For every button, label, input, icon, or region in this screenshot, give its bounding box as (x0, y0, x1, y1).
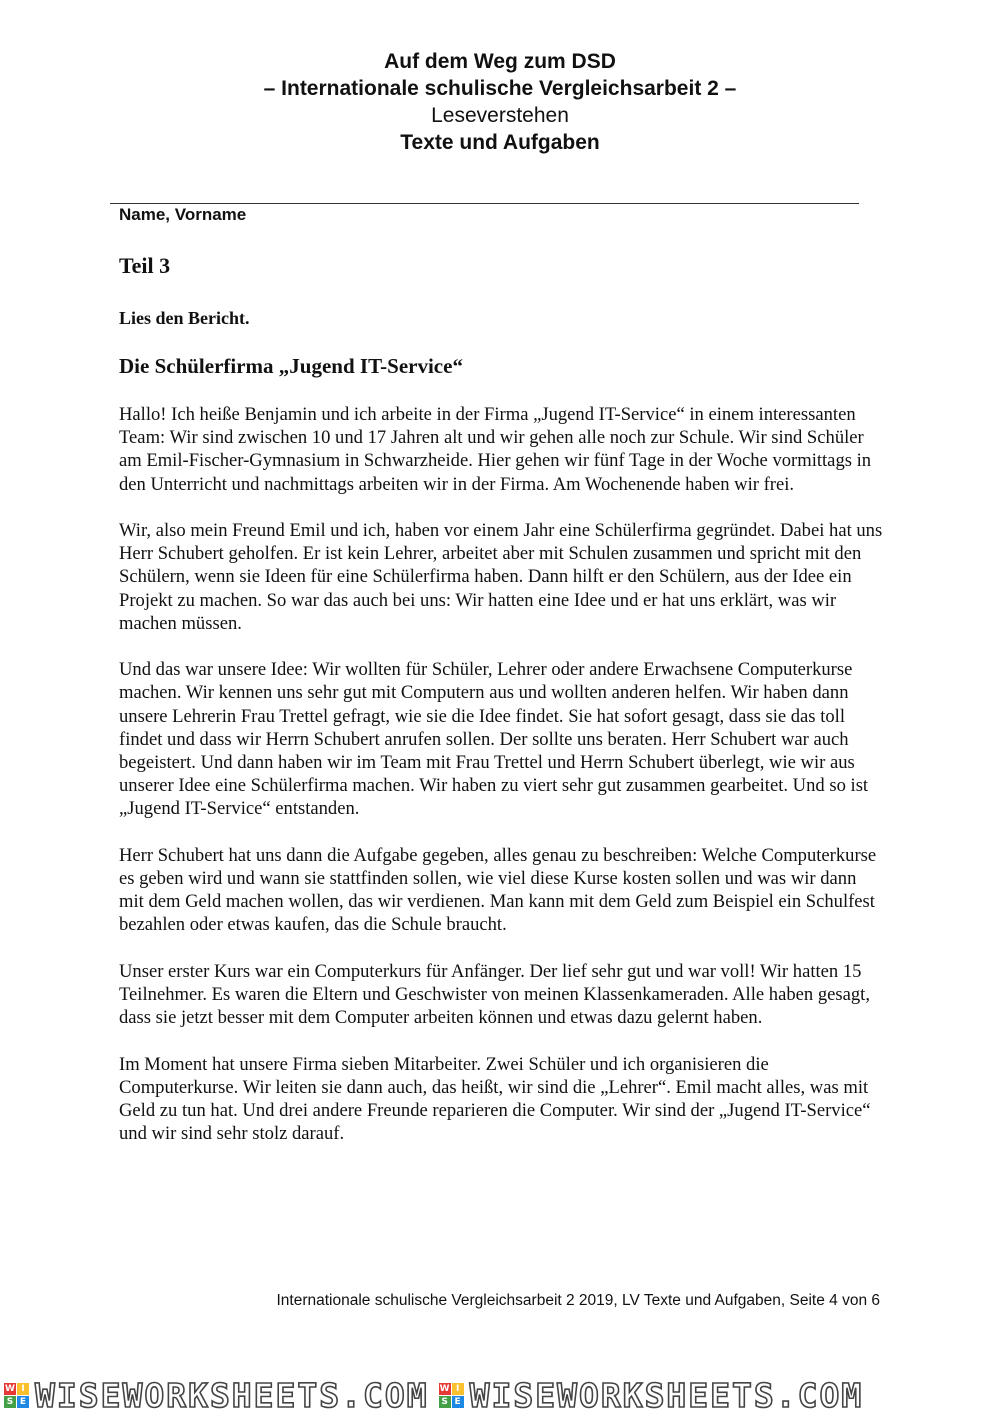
section-heading: Teil 3 (119, 253, 171, 278)
header-type: Texte und Aufgaben (400, 131, 600, 154)
name-label: Name, Vorname (119, 205, 247, 224)
paragraph: Unser erster Kurs war ein Computerkurs für Anfänger. Der lief sehr gut und war voll! Wir hatten 15 Teilnehmer. Es waren die Eltern und Geschwister von meinen Klassenkameraden. Alle haben gesagt, dass sie jetzt besser mit dem Computer arbeiten können und etwas dazu gelernt haben. (119, 960, 870, 1029)
header-skill: Leseverstehen (431, 104, 569, 127)
instruction: Lies den Bericht. (119, 308, 250, 328)
paragraph: Hallo! Ich heiße Benjamin und ich arbeite in der Firma „Jugend IT-Service“ in einem interessanten Team: Wir sind zwischen 10 und 17 Jahren alt und wir gehen alle noch zur Schule. Wir sind Schüler am Emil-Fischer-Gymnasium in Schwarzheide. Hier gehen wir fünf Tage in der Woche vormittags in den Unterricht und nachmittags arbeiten wir in der Firma. Am Wochenende haben wir frei. (119, 404, 872, 495)
watermark-unit (439, 1378, 864, 1413)
watermark-banner (0, 1378, 1000, 1413)
header-subtitle: – Internationale schulische Vergleichsarbeit 2 – (263, 77, 737, 100)
article-body (119, 403, 884, 1169)
logo-icon: W I S E (439, 1383, 464, 1408)
watermark-unit (4, 1378, 429, 1413)
paragraph: Und das war unsere Idee: Wir wollten für Schüler, Lehrer oder andere Erwachsene Computerkurse machen. Wir kennen uns sehr gut mit Computern aus und wollten anderen helfen. Wir haben dann unsere Lehrerin Frau Trettel gefragt, wie sie die Idee findet. Sie hat sofort gesagt, dass sie das toll findet und dass wir Herrn Schubert anrufen sollen. Der sollte uns beraten. Herr Schubert war auch begeistert. Und dann haben wir im Team mit Frau Trettel und Herrn Schubert überlegt, wie wir aus unserer Idee eine Schülerfirma machen. Wir haben zu viert sehr gut zusammen gearbeitet. Und so ist „Jugend IT-Service“ entstanden. (119, 659, 869, 820)
paragraph: Herr Schubert hat uns dann die Aufgabe gegeben, alles genau zu beschreiben: Welche Computerkurse es geben wird und wann sie stattfinden sollen, wie viel diese Kurse kosten sollen und was wir dann mit dem Geld machen wollen, das wir verdienen. Man kann mit dem Geld zum Beispiel ein Schulfest bezahlen oder etwas kaufen, das die Schule braucht. (119, 844, 877, 936)
paragraph: Im Moment hat unsere Firma sieben Mitarbeiter. Zwei Schüler und ich organisieren die Computerkurse. Wir leiten sie dann auch, das heißt, wir sind die „Lehrer“. Emil macht alles, was mit Geld zu tun hat. Und drei andere Freunde reparieren die Computer. Wir sind der „Jugend IT-Service“ und wir sind sehr stolz darauf. (119, 1053, 871, 1145)
name-signature-line (110, 203, 859, 204)
document-header (0, 48, 1000, 156)
watermark-text: WISEWORKSHEETS.COM (35, 1378, 429, 1413)
paragraph: Wir, also mein Freund Emil und ich, haben vor einem Jahr eine Schülerfirma gegründet. Dabei hat uns Herr Schubert geholfen. Er ist kein Lehrer, arbeitet aber mit Schulen zusammen und spricht mit den Schülern, wenn sie Ideen für eine Schülerfirma haben. Dann hilft er den Schülern, aus der Idee ein Projekt zu machen. So war das auch bei uns: Wir hatten eine Idee und er hat uns erklärt, was wir machen müssen. (119, 520, 883, 634)
article-title: Die Schülerfirma „Jugend IT-Service“ (119, 354, 463, 378)
watermark-text: WISEWORKSHEETS.COM (469, 1378, 864, 1413)
page-footer: Internationale schulische Vergleichsarbeit 2 2019, LV Texte und Aufgaben, Seite 4 von 6 (276, 1292, 880, 1309)
logo-icon: W I S E (4, 1383, 29, 1408)
header-title: Auf dem Weg zum DSD (384, 50, 616, 73)
